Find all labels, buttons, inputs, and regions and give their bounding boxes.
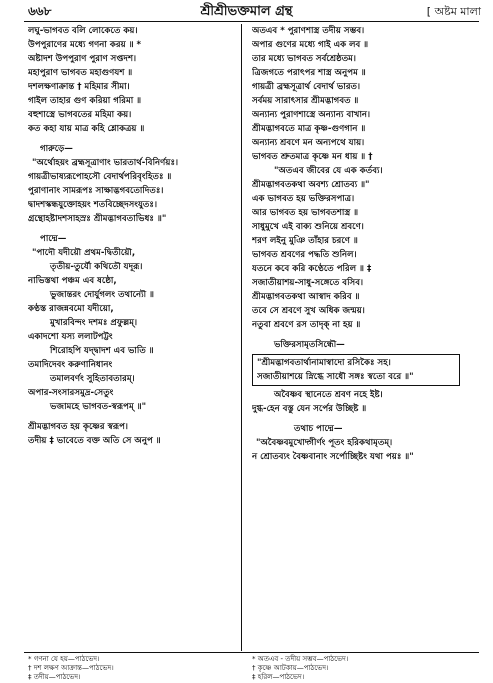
verse-line: তবে সে শ্রবণে সুখ অধিক জন্ময়।	[252, 306, 365, 316]
footnote: * গণনা যে হয়—পাঠভেদ।	[28, 655, 100, 663]
verse-line: অতএব * পুরাণশাস্ত্র তদীয় সম্ভব।	[252, 26, 365, 36]
verse-line: "অতএব জীবের যে এক কর্তব্য।	[274, 166, 383, 176]
verse-line: ভুজান্তরং দোর্যুগলং তথান্যৌ ॥	[50, 290, 154, 300]
verse-line: তমাদিদেবং করুণানিধানং	[28, 360, 113, 370]
verse-line: ভাগবত শ্রবণের পদ্ধতি শুনিল।	[252, 250, 357, 260]
boxed-quote	[252, 354, 460, 386]
verse-line: একাদশো যস্য ললাটপট্টং	[28, 332, 113, 342]
verse-line: গ্রন্থোহষ্টাদশসাহস্রঃ শ্রীমদ্ভাগবতাভিধঃ ॥"	[28, 214, 167, 224]
verse-line: এক ভাগবত হয় ভক্তিরসপাত্র।	[252, 194, 355, 204]
verse-line: অন্যান্য শ্রবণে মন অন্যপথে যায়।	[252, 138, 365, 148]
verse-line: কত কহা যায় মাত্র কহি শ্লোকত্রয় ॥	[28, 124, 145, 134]
footnote-rule	[24, 652, 479, 653]
header-rule	[24, 21, 479, 22]
verse-line: নাভিস্তথা পঞ্চম এব ষষ্ঠো,	[28, 276, 117, 286]
verse-line: অষ্টাদশ উপপুরাণ পুরাণ সপ্তদশ।	[28, 54, 137, 64]
verse-line: গাইল তাহার গুণ করিয়া গরিমা ॥	[28, 96, 142, 106]
verse-line: তদীয় ‡ ভাবেতে বক্ত অতি সে অনুপ ॥	[28, 436, 161, 446]
verse-line: "শ্রীমদ্ভাগবতার্থানামাস্বাদো রসিকৈঃ সহ।	[257, 358, 391, 368]
verse-line: সজাতীয়াশয়ে স্নিগ্ধে সাধৌ সঙ্গঃ স্বতো বরে ॥"	[257, 372, 414, 382]
verse-line: ন শ্রোতব্যং বৈষ্ণবানাং সর্পোচ্ছিষ্টং যথা পয়ঃ ॥"	[252, 452, 414, 462]
page-number: ৬৬৮	[28, 4, 52, 18]
book-title: শ্রীশ্রীভক্তমাল গ্রন্থ	[200, 4, 293, 19]
verse-line: শিরোহপি যদ্দ্বাদশ এব ভাতি ॥	[50, 346, 154, 356]
page-header	[0, 0, 493, 22]
verse-line: শরণ লইনু মুঞি তাঁহার চরণে ॥	[252, 236, 358, 246]
footnotes-left	[28, 655, 238, 681]
verse-line: দুগ্ধ-হেন বস্তু যেন সর্পের উচ্ছিষ্ট ॥	[252, 404, 367, 414]
verse-line: সর্বময় সারাৎসার শ্রীমদ্ভাগবত ॥	[252, 96, 359, 106]
verse-line: তৃতীয়-তুর্যৌ কথিতৌ যদূরূ।	[50, 262, 143, 272]
column-divider	[241, 24, 242, 651]
verse-line: সাধুমুখে এই বাক্য শুনিয়ে শ্রবণে।	[252, 222, 364, 232]
verse-line: গায়ত্রী ব্রহ্মসূত্রার্থ বেদার্থ ভারত।	[252, 82, 361, 92]
verse-line: পাদ্মে—	[40, 234, 67, 244]
verse-line: তমালবর্ণং সুহিতাবতারম্।	[50, 374, 135, 384]
verse-line: সজাতীয়াশয়-সাধু-সঙ্গেতে বসিব।	[252, 278, 364, 288]
footnote: ‡ হরিল—পাঠভেদ।	[252, 673, 305, 681]
verse-line: শ্রীমদ্ভাগবতে মাত্র কৃষ্ণ-গুণগান ॥	[252, 124, 366, 134]
verse-line: শ্রীমদ্ভাগবত হয় কৃষ্ণের স্বরূপ।	[28, 422, 128, 432]
verse-line: দ্বাদশস্কন্ধযুক্তোহয়ং শতবিচ্ছেদসংযুতঃ।	[28, 200, 158, 210]
verse-line: যতনে কবে করি কণ্ঠেতে পরিল ॥ ‡	[252, 264, 372, 274]
verse-line: নতুবা শ্রবণে রস তাদৃক্ না হয় ॥	[252, 320, 361, 330]
section-label: [ অষ্টম মালা	[426, 5, 481, 18]
verse-line: অন্যান্য পুরাণশাস্ত্রে অন্যান্য বাখান।	[252, 110, 371, 120]
verse-line: গারুড়ে—	[40, 144, 73, 154]
verse-line: "অর্থোহয়ং ব্রহ্মসূত্রাণাং ভারতার্থ-বিনির্ণয়ঃ।	[32, 158, 179, 168]
footnotes-right	[252, 655, 462, 681]
verse-line: শ্রীমদ্ভাগবতকথা অবশ্য শ্রোতব্য ॥"	[252, 180, 370, 190]
footnote: † দশ লক্ষণ আক্রান্ত—পাঠভেদ।	[28, 664, 114, 672]
right-column	[252, 24, 460, 464]
verse-line: "অবৈষ্ণবমুখোদ্গীর্ণং পূতং হরিকথামৃতম্।	[256, 438, 393, 448]
verse-line: ত্রিজগতে পরাৎপর শাস্ত্র অনুপম ॥	[252, 68, 366, 78]
verse-line: মহাপুরাণ ভাগবত মহাগুণযশ ॥	[28, 68, 133, 78]
verse-line: গায়ত্রীভাষ্যরূপোহসৌ বেদার্থপরিবৃংহিতঃ ॥	[28, 172, 172, 182]
verse-line: দশলক্ষণাক্রান্ত † মহিমার সীমা।	[28, 82, 130, 92]
verse-line: মুখারবিন্দং দশমঃ প্রফুল্লম্।	[50, 318, 138, 328]
verse-line: অবৈষ্ণব স্থানেতে শ্রবণ নহে ইষ্ট।	[274, 390, 383, 400]
footnote: ‡ তদীয়—পাঠভেদ।	[28, 673, 81, 681]
left-column	[28, 24, 236, 448]
verse-line: কণ্ঠস্ত রাজন্নবমো যদীয়ো,	[28, 304, 114, 314]
verse-line: তার মধ্যে ভাগবত সর্বশ্রেষ্ঠতম।	[252, 54, 356, 64]
verse-line: "পাদৌ যদীয়ৌ প্রথম-দ্বিতীয়ৌ,	[32, 248, 136, 258]
verse-line: অপার গুণের মধ্যে গাই এক লব ॥	[252, 40, 369, 50]
verse-line: শ্রীমদ্ভাগবতকথা আস্বাদ করিব ॥	[252, 292, 360, 302]
verse-line: লঘু-ভাগবত বলি লোকেতে কয়।	[28, 26, 138, 36]
verse-line: আর ভাগবত হয় ভাগবতশাস্ত্র ॥	[252, 208, 359, 218]
verse-line: বহুশাস্ত্রে ভাগবতের মহিমা কয়।	[28, 110, 132, 120]
verse-line: অপার-সংসারসমুদ্র-সেতুং	[28, 388, 114, 398]
verse-line: পুরাণানাং সামরূপঃ সাক্ষাদ্ভগবতোদিতঃ।	[28, 186, 164, 196]
verse-line: ভাগবত শ্রুতমাত্র কৃষ্ণে মন ধায় ॥ †	[252, 152, 373, 162]
verse-line: তথাচ পাদ্মে—	[294, 424, 343, 434]
footnote: † কৃষ্ণে আটকায়—পাঠভেদ।	[252, 664, 329, 672]
verse-line: ভজামহে ভাগবত-স্বরূপম্ ॥"	[50, 402, 147, 412]
verse-line: উপপুরাণের মধ্যে গণনা করয় ॥ *	[28, 40, 142, 50]
footnote: * অতএব - তদীয় সম্ভব—পাঠভেদ।	[252, 655, 349, 663]
verse-line: ভক্তিরসামৃতসিন্ধৌ—	[274, 340, 345, 350]
